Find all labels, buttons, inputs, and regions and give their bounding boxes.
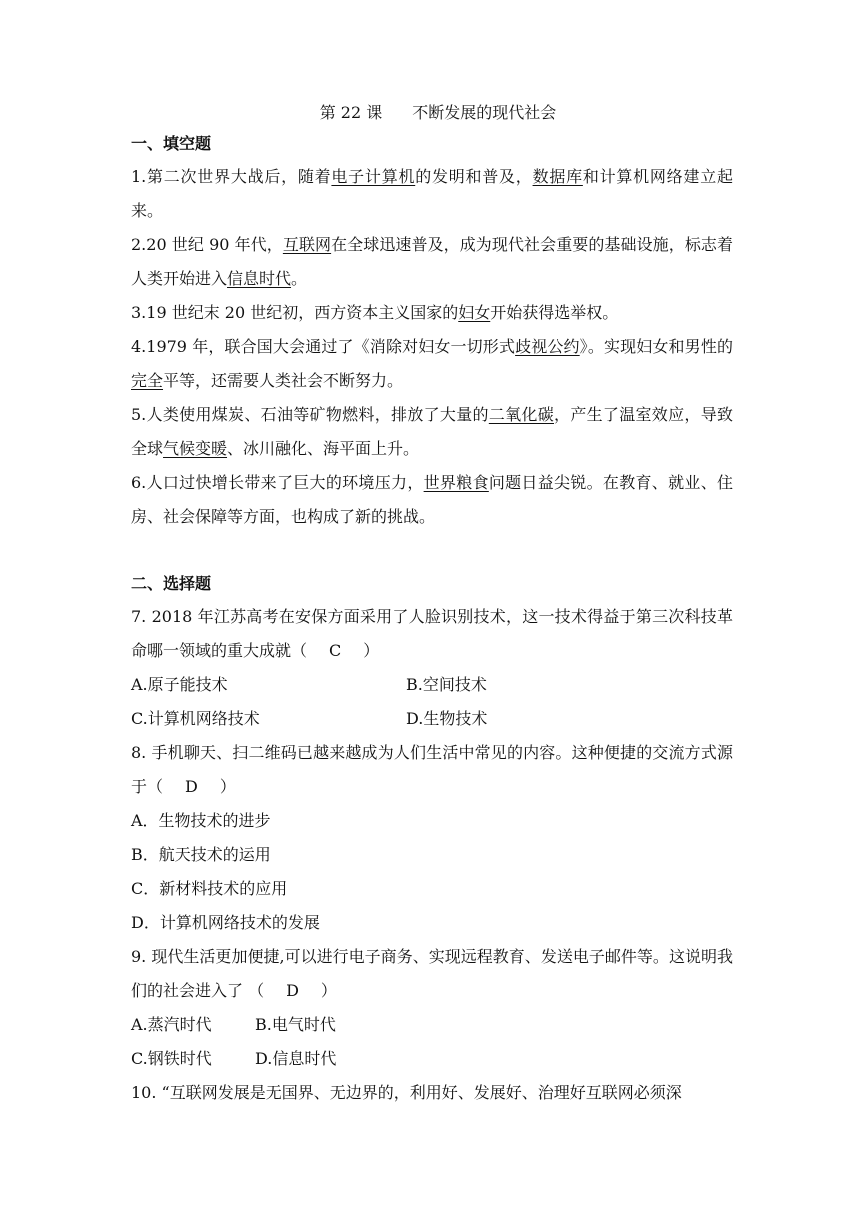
answer-blank: 数据库 (532, 167, 583, 186)
fill-item-6: 6.人口过快增长带来了巨大的环境压力，世界粮食问题日益尖锐。在教育、就业、住房、社会保障等方面，也构成了新的挑战。 (131, 473, 733, 526)
question-10: 10. “互联网发展是无国界、无边界的，利用好、发展好、治理好互联网必须深 (131, 1083, 682, 1102)
answer-blank: 信息时代 (227, 269, 292, 288)
option-c: C．新材料技术的应用 (131, 879, 288, 898)
option-d: D．计算机网络技术的发展 (131, 913, 320, 932)
option-a: A.蒸汽时代 (131, 1015, 212, 1034)
option-a: A.原子能技术 (131, 675, 228, 694)
option-c: C.钢铁时代 (131, 1049, 212, 1068)
answer-blank: 世界粮食 (423, 473, 489, 492)
option-d: D.信息时代 (255, 1049, 337, 1068)
answer-blank: 妇女 (458, 303, 491, 322)
option-c: C.计算机网络技术 (131, 709, 260, 728)
options-9 (131, 1008, 733, 1042)
answer-blank: 完全 (131, 371, 164, 390)
section-heading-choice: 二、选择题 (131, 574, 212, 593)
options-9b (131, 1042, 733, 1076)
answer-blank: 气候变暖 (163, 439, 228, 458)
option-a: A．生物技术的进步 (131, 811, 271, 830)
section-heading-fill: 一、填空题 (131, 134, 212, 153)
answer-letter: C (329, 641, 342, 660)
worksheet-page (131, 98, 733, 1110)
options-7 (131, 668, 733, 702)
answer-letter: D (286, 981, 299, 1000)
fill-item-3: 3.19 世纪末 20 世纪初，西方资本主义国家的妇女开始获得选举权。 (131, 303, 619, 322)
fill-item-4: 4.1979 年，联合国大会通过了《消除对妇女一切形式歧视公约》。实现妇女和男性的完全平等，还需要人类社会不断努力。 (131, 337, 733, 390)
question-7: 7. 2018 年江苏高考在安保方面采用了人脸识别技术，这一技术得益于第三次科技革命哪一领域的重大成就（ C ） (131, 600, 733, 668)
lesson-number: 第 22 课 (319, 103, 383, 122)
answer-blank: 电子计算机 (331, 167, 416, 186)
option-b: B.电气时代 (255, 1015, 336, 1034)
option-d: D.生物技术 (406, 709, 488, 728)
answer-blank: 互联网 (282, 235, 332, 254)
page-title (143, 98, 733, 128)
fill-item-1: 1.第二次世界大战后，随着电子计算机的发明和普及，数据库和计算机网络建立起来。 (131, 167, 733, 220)
question-8: 8. 手机聊天、扫二维码已越来越成为人们生活中常见的内容。这种便捷的交流方式源于（ D ） (131, 736, 733, 804)
answer-blank: 二氧化碳 (488, 405, 555, 424)
question-9: 9. 现代生活更加便捷,可以进行电子商务、实现远程教育、发送电子邮件等。这说明我们的社会进入了 （ D ） (131, 940, 733, 1008)
answer-blank: 歧视公约 (515, 337, 580, 356)
option-b: B.空间技术 (406, 675, 487, 694)
section-gap (131, 534, 733, 568)
answer-letter: D (185, 777, 198, 796)
fill-item-2: 2.20 世纪 90 年代，互联网在全球迅速普及，成为现代社会重要的基础设施，标志着人类开始进入信息时代。 (131, 235, 733, 288)
option-b: B．航天技术的运用 (131, 845, 271, 864)
lesson-name: 不断发展的现代社会 (412, 103, 557, 122)
fill-item-5: 5.人类使用煤炭、石油等矿物燃料，排放了大量的二氧化碳，产生了温室效应，导致全球气候变暖、冰川融化、海平面上升。 (131, 405, 733, 458)
options-7b (131, 702, 733, 736)
